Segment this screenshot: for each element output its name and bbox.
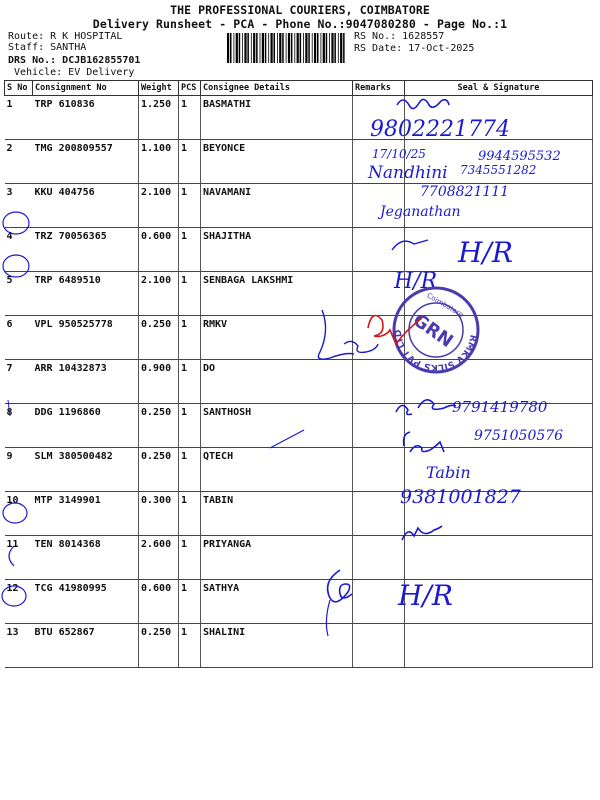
handwritten-phone-row10: 9381001827 bbox=[400, 486, 521, 508]
cell-consignee: RMKV bbox=[201, 316, 353, 360]
col-header-weight: Weight bbox=[139, 81, 179, 96]
vehicle-label: Vehicle: EV Delivery bbox=[14, 67, 135, 78]
cell-consignment: TEN 8014368 bbox=[33, 536, 139, 580]
cell-remarks bbox=[353, 360, 405, 404]
cell-remarks bbox=[353, 272, 405, 316]
cell-sno: 12 bbox=[5, 580, 33, 624]
staff-label: Staff: SANTHA bbox=[8, 42, 87, 53]
cell-pcs: 1 bbox=[179, 272, 201, 316]
cell-signature bbox=[405, 272, 593, 316]
cell-remarks bbox=[353, 580, 405, 624]
cell-signature bbox=[405, 492, 593, 536]
cell-sno: 13 bbox=[5, 624, 33, 668]
cell-sno: 1 bbox=[5, 96, 33, 140]
handwritten-name-row10: Tabin bbox=[426, 463, 471, 482]
seal-city-text: Coimbatore bbox=[425, 291, 465, 319]
cell-consignee: BEYONCE bbox=[201, 140, 353, 184]
cell-consignment: BTU 652867 bbox=[33, 624, 139, 668]
cell-weight: 2.600 bbox=[139, 536, 179, 580]
cell-signature bbox=[405, 228, 593, 272]
cell-pcs: 1 bbox=[179, 536, 201, 580]
cell-remarks bbox=[353, 96, 405, 140]
cell-consignee: SANTHOSH bbox=[201, 404, 353, 448]
cell-weight: 0.250 bbox=[139, 404, 179, 448]
handwritten-phone-row9: 9751050576 bbox=[474, 428, 564, 444]
cell-sno: 5 bbox=[5, 272, 33, 316]
cell-signature bbox=[405, 184, 593, 228]
cell-pcs: 1 bbox=[179, 360, 201, 404]
cell-remarks bbox=[353, 404, 405, 448]
cell-signature bbox=[405, 316, 593, 360]
cell-consignment: SLM 380500482 bbox=[33, 448, 139, 492]
handwritten-name-row2: Nandhini bbox=[368, 163, 448, 183]
handwritten-mark-row13: H/R bbox=[398, 579, 453, 612]
table-row bbox=[5, 316, 593, 360]
cell-consignment: MTP 3149901 bbox=[33, 492, 139, 536]
cell-consignment: TRZ 70056365 bbox=[33, 228, 139, 272]
table-row bbox=[5, 140, 593, 184]
cell-consignment: TRP 6489510 bbox=[33, 272, 139, 316]
cell-sno: 10 bbox=[5, 492, 33, 536]
cell-remarks bbox=[353, 140, 405, 184]
table-header-row bbox=[5, 81, 593, 96]
cell-consignee: SATHYA bbox=[201, 580, 353, 624]
table-row bbox=[5, 96, 593, 140]
handwritten-date-row2: 17/10/25 bbox=[372, 147, 426, 161]
seal-center-text: GRN bbox=[408, 309, 457, 352]
cell-remarks bbox=[353, 536, 405, 580]
rs-number: RS No.: 1628557 bbox=[354, 31, 445, 42]
col-header-consignee: Consignee Details bbox=[201, 81, 353, 96]
cell-signature bbox=[405, 580, 593, 624]
col-header-remarks: Remarks bbox=[353, 81, 405, 96]
handwritten-phone-row2: 9944595532 bbox=[478, 149, 561, 164]
cell-pcs: 1 bbox=[179, 580, 201, 624]
cell-signature bbox=[405, 404, 593, 448]
cell-signature bbox=[405, 448, 593, 492]
cell-consignee: BASMATHI bbox=[201, 96, 353, 140]
handwritten-name-row3: Jeganathan bbox=[380, 204, 461, 220]
cell-consignment: TRP 610836 bbox=[33, 96, 139, 140]
handwritten-mark-row4: H/R bbox=[458, 236, 513, 269]
cell-remarks bbox=[353, 492, 405, 536]
cell-sno: 7 bbox=[5, 360, 33, 404]
cell-consignee: NAVAMANI bbox=[201, 184, 353, 228]
handwritten-phone-row3: 7708821111 bbox=[420, 184, 510, 200]
cell-sno: 6 bbox=[5, 316, 33, 360]
cell-pcs: 1 bbox=[179, 184, 201, 228]
cell-consignee: SHALINI bbox=[201, 624, 353, 668]
cell-remarks bbox=[353, 624, 405, 668]
cell-weight: 1.250 bbox=[139, 96, 179, 140]
cell-pcs: 1 bbox=[179, 448, 201, 492]
route-label: Route: R K HOSPITAL bbox=[8, 31, 123, 42]
cell-sno: 9 bbox=[5, 448, 33, 492]
table-row bbox=[5, 492, 593, 536]
cell-consignment: VPL 950525778 bbox=[33, 316, 139, 360]
company-title: THE PROFESSIONAL COURIERS, COIMBATORE bbox=[170, 3, 430, 17]
cell-weight: 0.600 bbox=[139, 580, 179, 624]
cell-sno: 11 bbox=[5, 536, 33, 580]
runsheet-subtitle: Delivery Runsheet - PCA - Phone No.:9047080280 - Page No.:1 bbox=[92, 17, 508, 31]
table-row bbox=[5, 272, 593, 316]
runsheet-table bbox=[4, 80, 593, 668]
handwritten-phone2-row2: 7345551282 bbox=[460, 163, 537, 177]
col-header-signature: Seal & Signature bbox=[405, 81, 593, 96]
cell-weight: 0.250 bbox=[139, 448, 179, 492]
cell-remarks bbox=[353, 316, 405, 360]
cell-consignment: ARR 10432873 bbox=[33, 360, 139, 404]
col-header-sno: S No bbox=[5, 81, 33, 96]
cell-weight: 2.100 bbox=[139, 272, 179, 316]
handwritten-mark-row5: H/R bbox=[394, 269, 438, 294]
cell-remarks bbox=[353, 448, 405, 492]
cell-pcs: 1 bbox=[179, 228, 201, 272]
cell-weight: 0.900 bbox=[139, 360, 179, 404]
cell-consignment: TMG 200809557 bbox=[33, 140, 139, 184]
cell-remarks bbox=[353, 228, 405, 272]
cell-consignee: SENBAGA LAKSHMI bbox=[201, 272, 353, 316]
cell-weight: 0.300 bbox=[139, 492, 179, 536]
handwritten-phone-row8: 9791419780 bbox=[452, 398, 548, 416]
table-row bbox=[5, 580, 593, 624]
seal-ring-text: RMKV SILKS PVT LTD bbox=[393, 329, 478, 373]
cell-signature bbox=[405, 624, 593, 668]
col-header-pcs: PCS bbox=[179, 81, 201, 96]
cell-signature bbox=[405, 140, 593, 184]
cell-signature bbox=[405, 536, 593, 580]
cell-sno: 8 bbox=[5, 404, 33, 448]
cell-sno: 3 bbox=[5, 184, 33, 228]
table-row bbox=[5, 624, 593, 668]
cell-pcs: 1 bbox=[179, 492, 201, 536]
cell-remarks bbox=[353, 184, 405, 228]
cell-consignee: SHAJITHA bbox=[201, 228, 353, 272]
table-row bbox=[5, 536, 593, 580]
cell-weight: 1.100 bbox=[139, 140, 179, 184]
cell-weight: 2.100 bbox=[139, 184, 179, 228]
rs-date: RS Date: 17-Oct-2025 bbox=[354, 43, 475, 54]
cell-consignment: DDG 1196860 bbox=[33, 404, 139, 448]
handwritten-phone-row1: 9802221774 bbox=[370, 117, 510, 142]
cell-pcs: 1 bbox=[179, 316, 201, 360]
cell-pcs: 1 bbox=[179, 404, 201, 448]
cell-weight: 0.250 bbox=[139, 316, 179, 360]
cell-weight: 0.600 bbox=[139, 228, 179, 272]
table-row bbox=[5, 184, 593, 228]
cell-pcs: 1 bbox=[179, 140, 201, 184]
cell-consignment: KKU 404756 bbox=[33, 184, 139, 228]
cell-consignee: DO bbox=[201, 360, 353, 404]
cell-sno: 4 bbox=[5, 228, 33, 272]
cell-pcs: 1 bbox=[179, 96, 201, 140]
cell-pcs: 1 bbox=[179, 624, 201, 668]
cell-signature bbox=[405, 96, 593, 140]
cell-consignee: TABIN bbox=[201, 492, 353, 536]
table-row bbox=[5, 448, 593, 492]
cell-consignment: TCG 41980995 bbox=[33, 580, 139, 624]
col-header-consignment: Consignment No bbox=[33, 81, 139, 96]
cell-consignee: PRIYANGA bbox=[201, 536, 353, 580]
cell-weight: 0.250 bbox=[139, 624, 179, 668]
table-row bbox=[5, 228, 593, 272]
drs-number: DRS No.: DCJB162855701 bbox=[8, 55, 141, 66]
cell-signature bbox=[405, 360, 593, 404]
cell-consignee: QTECH bbox=[201, 448, 353, 492]
barcode bbox=[227, 33, 347, 63]
cell-sno: 2 bbox=[5, 140, 33, 184]
table-row bbox=[5, 404, 593, 448]
table-row bbox=[5, 360, 593, 404]
